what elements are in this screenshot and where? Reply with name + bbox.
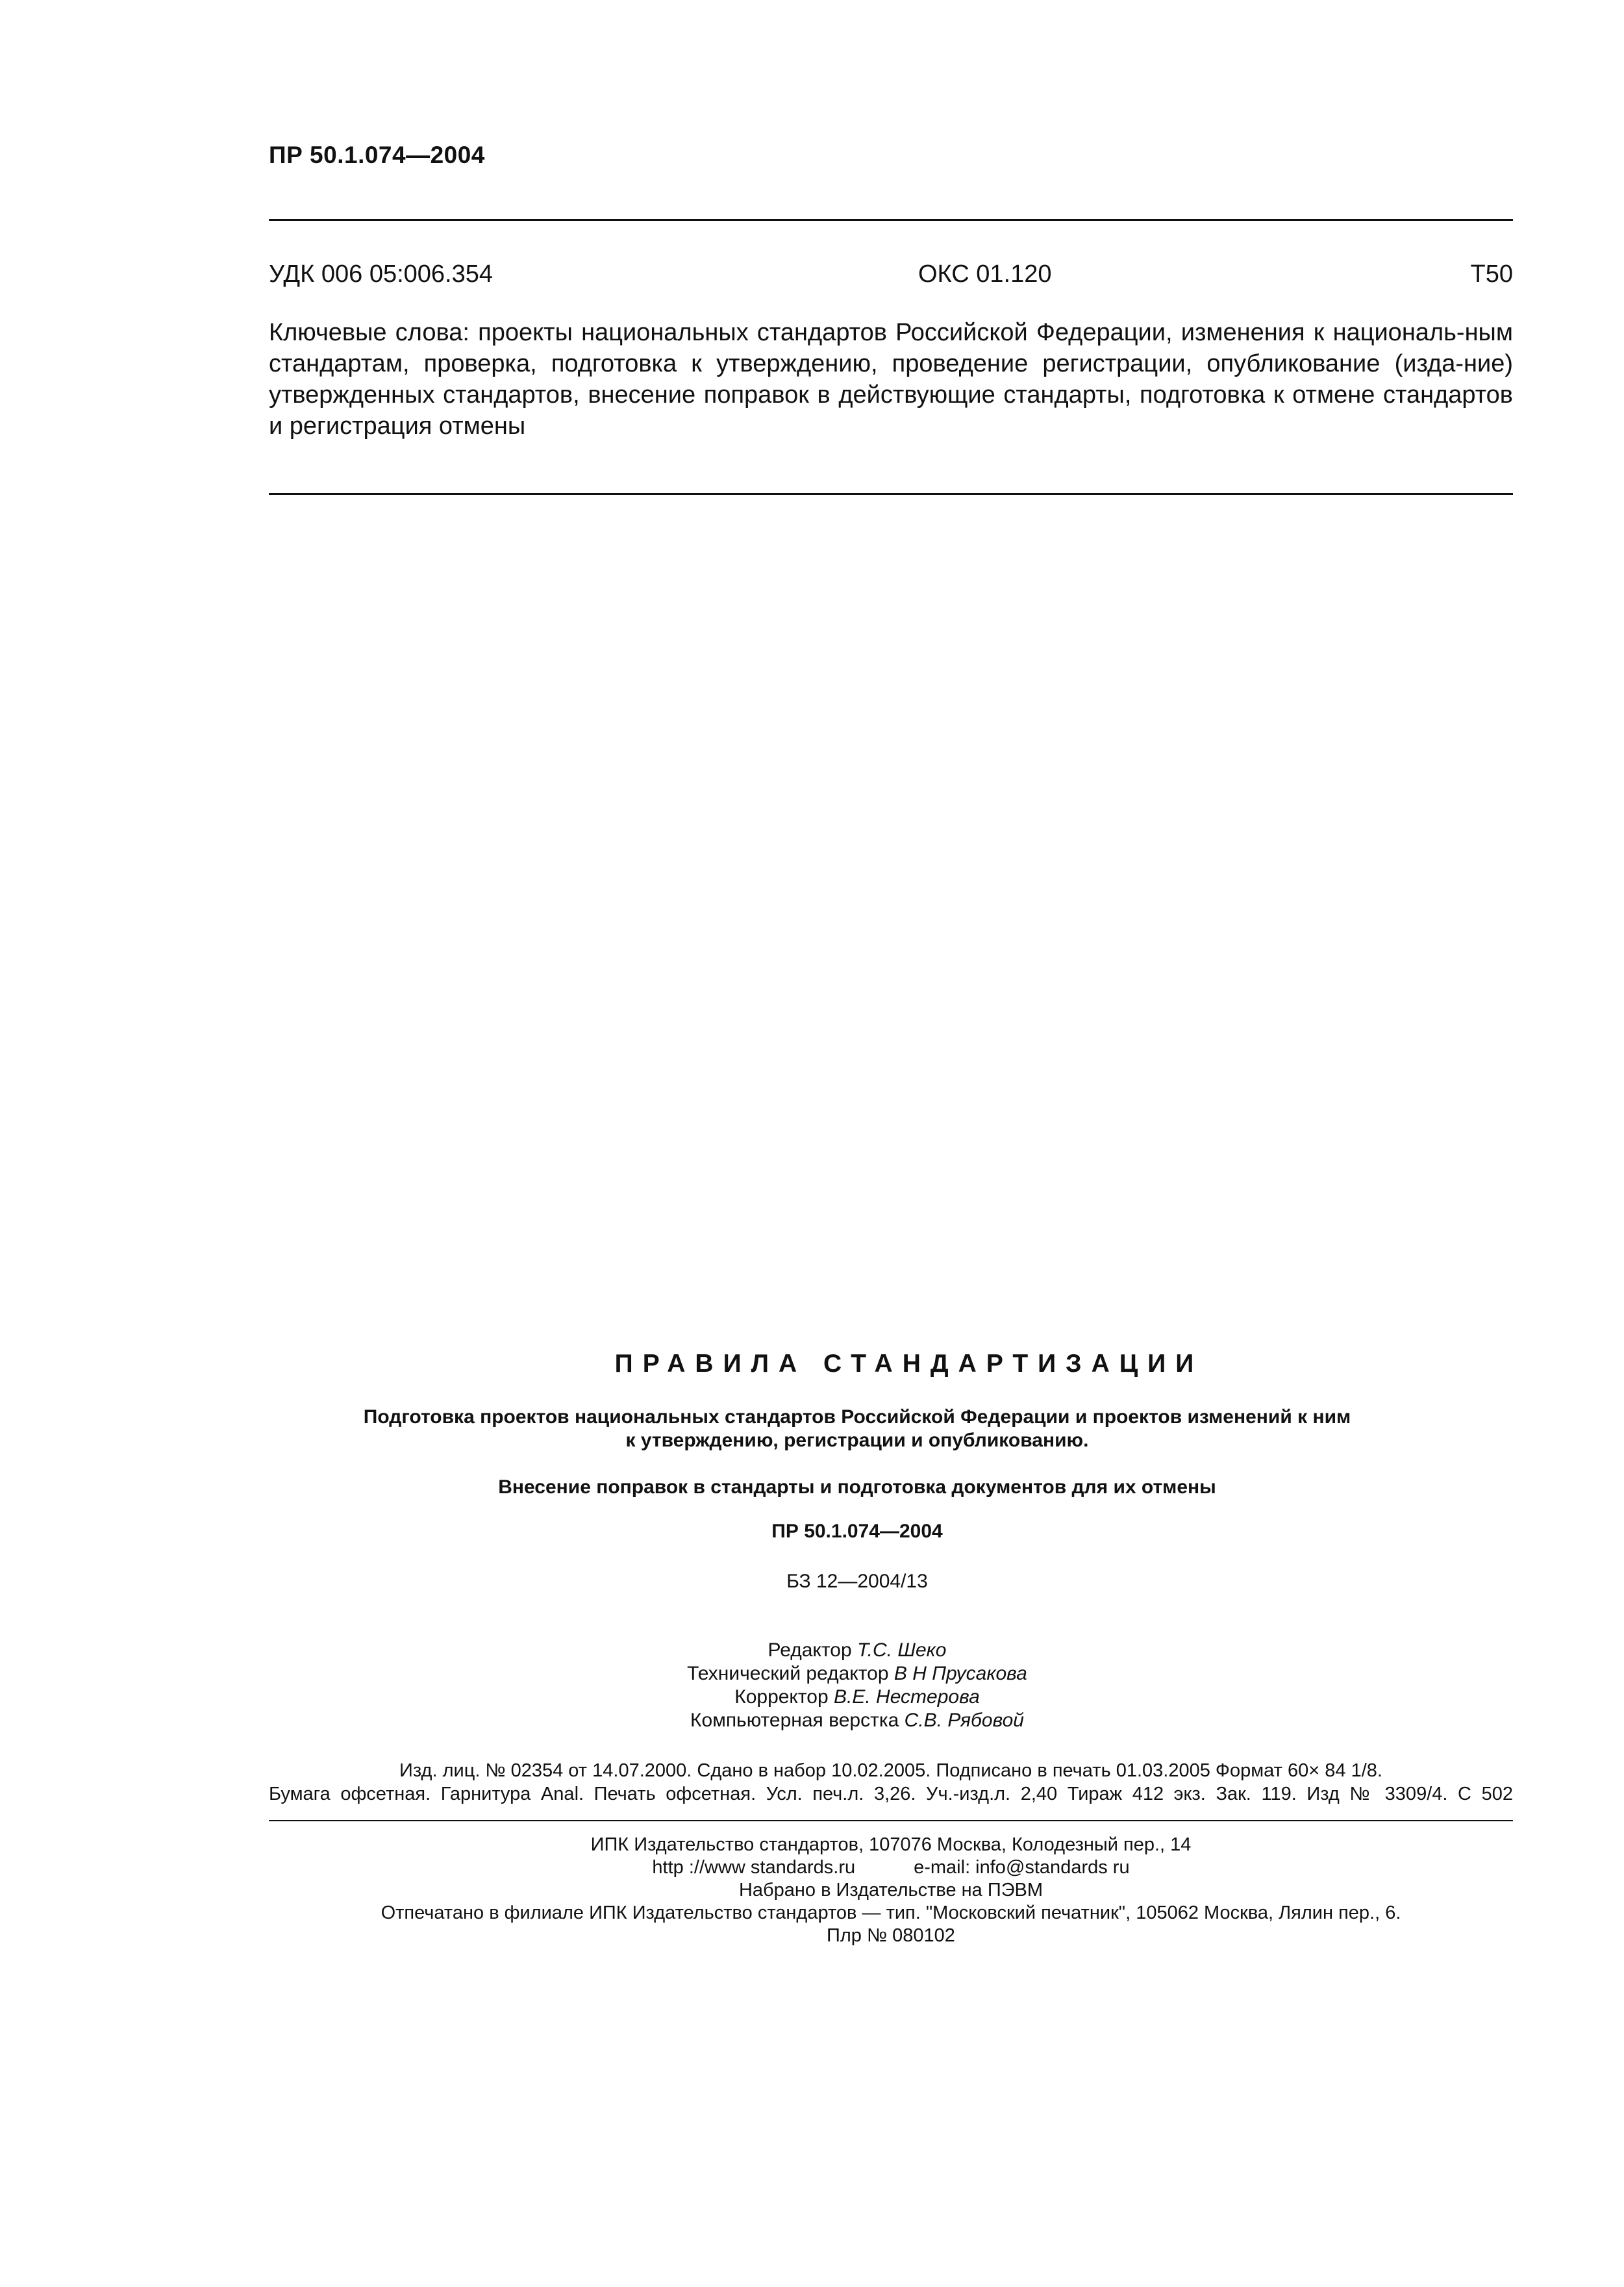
corrector-line xyxy=(195,1686,1519,1709)
license-number: Плр № 080102 xyxy=(827,1925,955,1946)
series-title: ПРАВИЛА СТАНДАРТИЗАЦИИ xyxy=(614,1350,1204,1378)
top-divider xyxy=(269,219,1513,221)
publisher-website: http ://www standards.ru xyxy=(652,1857,856,1878)
keywords-divider xyxy=(269,493,1513,495)
editor-line xyxy=(195,1639,1519,1662)
corrector-name: В.Е. Нестерова xyxy=(834,1686,980,1708)
tech-editor-line xyxy=(195,1662,1519,1686)
publisher-info xyxy=(269,1834,1513,1947)
publisher-web-line xyxy=(269,1856,1513,1879)
print-data-line-2: Бумага офсетная. Гарнитура Anal. Печать офсетная. Усл. печ.л. 3,26. Уч.-изд.л. 2,40 Тираж 412 экз. Зак. 119. Изд № 3309/4. С 502 xyxy=(269,1784,1513,1804)
document-code-header: ПР 50.1.074—2004 xyxy=(269,142,485,168)
oks-code: ОКС 01.120 xyxy=(918,260,1052,288)
publication-title xyxy=(195,1406,1519,1452)
publisher-email: e-mail: info@standards ru xyxy=(914,1857,1130,1878)
tech-editor-name: В Н Прусакова xyxy=(893,1663,1027,1684)
publication-title-line-1: Подготовка проектов национальных стандартов Российской Федерации и проектов изменений к ним xyxy=(363,1406,1351,1428)
corrector-role: Корректор xyxy=(734,1686,834,1708)
layout-line xyxy=(195,1709,1519,1732)
publication-subtitle: Внесение поправок в стандарты и подготовка документов для их отмены xyxy=(498,1476,1216,1498)
typeset-note: Набрано в Издательстве на ПЭВМ xyxy=(738,1880,1043,1901)
editorial-staff xyxy=(195,1639,1519,1732)
publisher-address: ИПК Издательство стандартов, 107076 Москва, Колодезный пер., 14 xyxy=(590,1834,1192,1855)
tech-editor-role: Технический редактор xyxy=(687,1663,894,1684)
print-data-line-1: Изд. лиц. № 02354 от 14.07.2000. Сдано в набор 10.02.2005. Подписано в печать 01.03.2005 Формат 60× 84 1/8. xyxy=(399,1760,1382,1781)
layout-role: Компьютерная верстка xyxy=(690,1710,905,1731)
publication-title-line-2: к утверждению, регистрации и опубликованию. xyxy=(625,1430,1089,1451)
editor-role: Редактор xyxy=(768,1639,857,1661)
printed-note: Отпечатано в филиале ИПК Издательство стандартов — тип. "Московский печатник", 105062 Москва, Лялин пер., 6. xyxy=(381,1902,1401,1923)
editor-name: Т.С. Шеко xyxy=(857,1639,947,1661)
classification-row xyxy=(269,260,1513,288)
publication-code: ПР 50.1.074—2004 xyxy=(771,1521,943,1542)
group-code: Т50 xyxy=(1470,260,1513,288)
layout-name: С.В. Рябовой xyxy=(904,1710,1024,1731)
keywords-paragraph: Ключевые слова: проекты национальных стандартов Российской Федерации, изменения к националь-ным стандартам, проверка, подготовка к утверждению, проведение регистрации, опубликование (изда-ние) утвержденных стандартов, внесение поправок в действующие стандарты, подготовка к отмене стандартов и регистрация отмены xyxy=(269,319,1513,440)
publisher-divider xyxy=(269,1820,1513,1821)
udc-code: УДК 006 05:006.354 xyxy=(269,260,493,288)
bz-number: БЗ 12—2004/13 xyxy=(786,1571,928,1592)
